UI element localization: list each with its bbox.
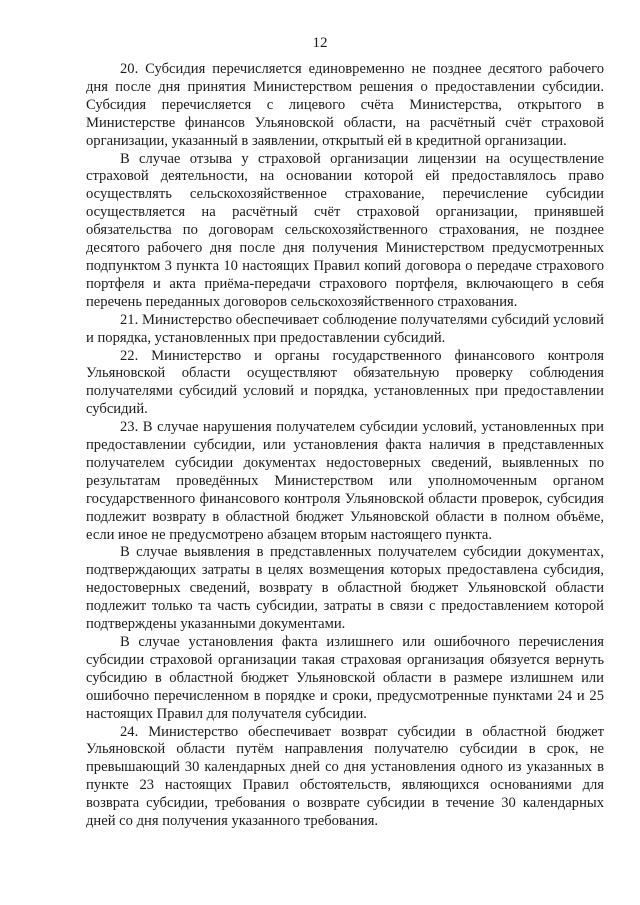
document-body — [86, 61, 604, 831]
paragraph-item-24: 24. Министерство обеспечивает возврат субсидии в областной бюджет Ульяновской области путём направления получателю субсидии в срок, не превышающий 30 календарных дней со дня установления одного из указанных в пункте 23 настоящих Правил обстоятельств, являющихся основаниями для возврата субсидии, требования о возврате субсидии в течение 30 календарных дней со дня получения указанного требования. — [86, 723, 604, 830]
paragraph-excess-transfer: В случае установления факта излишнего или ошибочного перечисления субсидии страховой организации такая страховая организация обязуется вернуть субсидию в областной бюджет Ульяновской области в размере излишнем или ошибочно перечисленном в порядке и сроки, предусмотренные пунктами 24 и 25 настоящих Правил для получателя субсидии. — [86, 634, 604, 722]
paragraph-item-20: 20. Субсидия перечисляется единовременно не позднее десятого рабочего дня после дня принятия Министерством решения о предоставлении субсидии. Субсидия перечисляется с лицевого счёта Министерства, открытого в Министерстве финансов Ульяновской области, на расчётный счёт страховой организации, указанный в заявлении, открытый ей в кредитной организации. — [86, 61, 604, 149]
paragraph-license-revocation: В случае отзыва у страховой организации лицензии на осуществление страховой деятельности, на основании которой ей предоставлялось право осуществлять сельскохозяйственное страхование, перечисление субсидии осуществляется на расчётный счёт страховой организации, принявшей обязательства по договорам сельскохозяйственного страхования, не позднее десятого рабочего дня после дня получения Министерством предусмотренных подпунктом 3 пункта 10 настоящих Правил копий договора о передаче страхового портфеля и акта приёма-передачи страхового портфеля, включающего в себя перечень переданных договоров сельскохозяйственного страхования. — [86, 150, 604, 310]
page-number: 12 — [312, 35, 328, 51]
paragraph-item-23: 23. В случае нарушения получателем субсидии условий, установленных при предоставлении субсидии, или установления факта наличия в представленных получателем субсидии документах недостоверных сведений, выявленных по результатам проведённых Министерством или уполномоченным органом государственного финансового контроля Ульяновской области проверок, субсидия подлежит возврату в областной бюджет Ульяновской области в полном объёме, если иное не предусмотрено абзацем вторым настоящего пункта. — [86, 419, 604, 543]
paragraph-item-22: 22. Министерство и органы государственного финансового контроля Ульяновской области осуществляют обязательную проверку соблюдения получателями субсидий условий и порядка, установленных при предоставлении субсидий. — [86, 347, 604, 418]
paragraph-partial-return: В случае выявления в представленных получателем субсидии документах, подтверждающих затраты в целях возмещения которых предоставлена субсидия, недостоверных сведений, возврату в областной бюджет Ульяновской области подлежит только та часть субсидии, затраты в связи с предоставлением которой подтверждены указанными документами. — [86, 544, 604, 633]
paragraph-item-21: 21. Министерство обеспечивает соблюдение получателями субсидий условий и порядка, установленных при предоставлении субсидий. — [86, 311, 604, 346]
